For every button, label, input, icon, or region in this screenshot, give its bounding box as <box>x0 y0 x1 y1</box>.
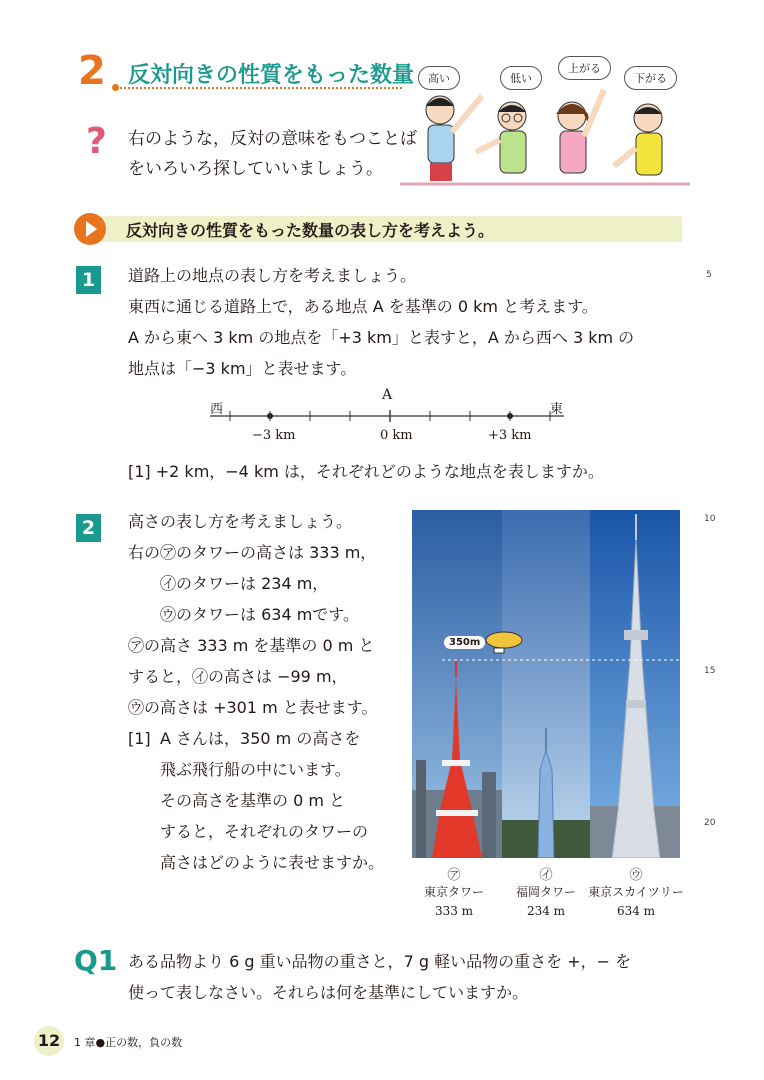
tower-mark: ㋑ <box>539 868 553 883</box>
section-number: 2 <box>78 48 106 94</box>
kids-illustration <box>400 52 690 192</box>
section-title: 反対向きの性質をもった数量 <box>128 63 415 88</box>
problem1-line: 道路上の地点の表し方を考えましょう。 <box>128 266 417 285</box>
speech-bubble-rise: 上がる <box>558 56 611 80</box>
question-mark-icon: ? <box>86 121 107 162</box>
tower-name: 東京タワー <box>423 885 484 899</box>
tower-name: 東京スカイツリー <box>588 885 684 899</box>
intro-line: をいろいろ探していいましょう。 <box>128 159 383 179</box>
q1-label: Q1 <box>74 944 118 977</box>
intro-line: 右のような，反対の意味をもつことば <box>128 129 417 149</box>
problem-number-2: 2 <box>76 514 101 542</box>
margin-line-number: 15 <box>704 666 716 676</box>
q1-line: 使って表しなさい。それらは何を基準にしていますか。 <box>128 983 529 1002</box>
tower-mark: ㋒ <box>629 868 643 883</box>
q1-text <box>128 946 631 1008</box>
number-line <box>210 386 570 446</box>
margin-line-number: 10 <box>704 514 716 524</box>
problem2-line: すると，㋑の高さは −99 m， <box>128 667 348 686</box>
problem2-sub1-line: 高さはどのように表せますか。 <box>160 853 385 872</box>
speech-bubble-fall: 下がる <box>624 66 677 90</box>
intro-text <box>128 124 417 184</box>
problem2-line: ㋒のタワーは 634 mです。 <box>160 605 360 624</box>
problem2-line: ㋐の高さ 333 m を基準の 0 m と <box>128 636 375 655</box>
goal-text: 反対向きの性質をもった数量の表し方を考えよう。 <box>126 221 495 240</box>
tower-caption-2 <box>508 864 584 918</box>
problem2-sub1-line: 飛ぶ飛行船の中にいます。 <box>160 760 351 779</box>
number-line-label-plus3: +3 km <box>488 428 532 443</box>
problem2-sub1-line: A さんは，350 m の高さを <box>160 729 361 748</box>
number-line-label-minus3: −3 km <box>252 428 296 443</box>
tower-height: 333 m <box>434 904 474 918</box>
tower-caption-3 <box>588 864 684 918</box>
problem2-line: ㋒の高さは +301 m と表せます。 <box>128 698 378 717</box>
margin-line-number: 20 <box>704 818 716 828</box>
q1-line: ある品物より 6 g 重い品物の重さと，7 g 軽い品物の重さを +，− を <box>128 952 632 971</box>
margin-line-number: 5 <box>706 270 712 280</box>
airship-label: 350m <box>444 636 485 649</box>
chapter-title: 1 章●正の数，負の数 <box>74 1036 183 1049</box>
problem2-sub1-label: [1] <box>128 729 151 748</box>
tower-caption-1 <box>420 864 488 918</box>
problem2-line: ㋑のタワーは 234 m， <box>160 574 329 593</box>
tower-name: 福岡タワー <box>515 885 576 899</box>
problem2-sub1-line: すると，それぞれのタワーの <box>160 822 369 841</box>
problem1-sub1: [1] +2 km，−4 km は，それぞれどのような地点を表しますか。 <box>128 462 604 481</box>
problem-number-1: 1 <box>76 266 101 294</box>
speech-bubble-high: 高い <box>418 66 460 90</box>
number-line-axis <box>210 408 570 424</box>
number-line-east: 東 <box>550 402 564 417</box>
problem1-line: 地点は「−3 km」と表せます。 <box>128 359 357 378</box>
tower-height: 234 m <box>526 904 566 918</box>
problem1-text <box>128 260 634 384</box>
speech-bubble-low: 低い <box>500 66 542 90</box>
tower-mark: ㋐ <box>447 868 461 883</box>
section-number-dot <box>112 84 119 91</box>
play-arrow-triangle <box>86 221 97 237</box>
towers-photo <box>412 510 680 858</box>
problem2-line: 高さの表し方を考えましょう。 <box>128 512 353 531</box>
number-line-point-a: A <box>382 387 393 403</box>
problem1-line: A から東へ 3 km の地点を「+3 km」と表すと，A から西へ 3 km の <box>128 328 635 347</box>
problem2-text <box>128 506 378 723</box>
problem2-sub1-line: その高さを基準の 0 m と <box>160 791 346 810</box>
problem1-line: 東西に通じる道路上で，ある地点 A を基準の 0 km と考えます。 <box>128 297 598 316</box>
problem2-line: 右の㋐のタワーの高さは 333 m， <box>128 543 377 562</box>
problem2-sub1 <box>160 723 384 878</box>
page-number: 12 <box>37 1031 61 1050</box>
children-drawing <box>400 88 690 188</box>
number-line-west: 西 <box>210 402 224 417</box>
tower-height: 634 m <box>616 904 656 918</box>
section-title-rule <box>120 87 402 89</box>
number-line-label-zero: 0 km <box>380 428 413 443</box>
